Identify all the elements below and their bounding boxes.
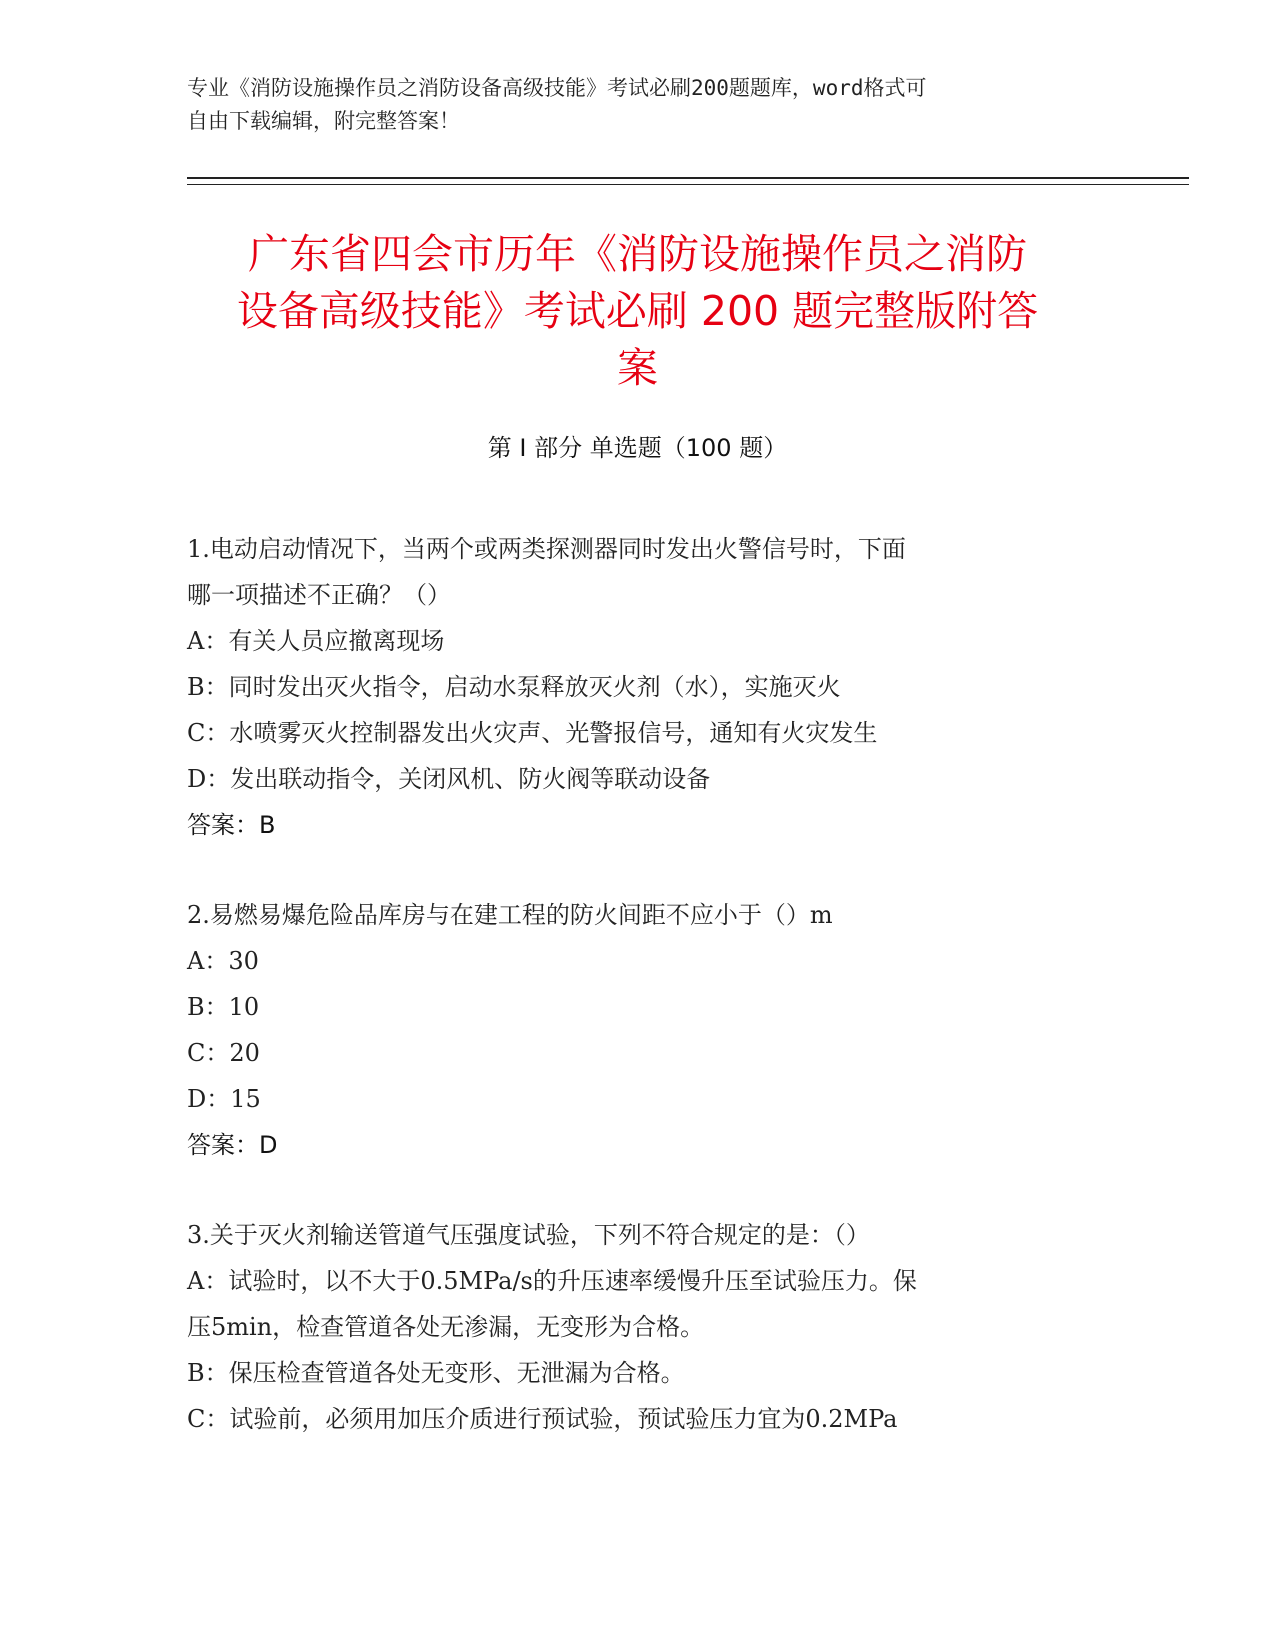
section-heading: 第 I 部分 单选题（100 题） bbox=[487, 434, 788, 462]
title-line: 设备高级技能》考试必刷 200 题完整版附答 bbox=[236, 287, 1039, 335]
header-note-line: 自由下载编辑，附完整答案！ bbox=[187, 109, 460, 133]
question-stem: 3.关于灭火剂输送管道气压强度试验，下列不符合规定的是：（） bbox=[187, 1221, 870, 1249]
option-a: A：30 bbox=[187, 947, 259, 975]
option-c: C：水喷雾灭火控制器发出火灾声、光警报信号，通知有火灾发生 bbox=[187, 719, 878, 747]
question-item bbox=[187, 1212, 1087, 1442]
title-line: 案 bbox=[617, 344, 658, 392]
option-d: D：发出联动指令，关闭风机、防火阀等联动设备 bbox=[187, 765, 711, 793]
option-c: C：20 bbox=[187, 1039, 260, 1067]
answer-label: 答案：B bbox=[187, 811, 276, 839]
option-b: B：10 bbox=[187, 993, 260, 1021]
option-a-continued: 压5min，检查管道各处无渗漏，无变形为合格。 bbox=[187, 1313, 705, 1341]
option-a: A：有关人员应撤离现场 bbox=[187, 627, 445, 655]
header-divider-thick bbox=[187, 177, 1189, 179]
option-c: C：试验前，必须用加压介质进行预试验，预试验压力宜为0.2MPa bbox=[187, 1405, 898, 1433]
question-item bbox=[187, 526, 1087, 848]
header-note-line: 专业《消防设施操作员之消防设备高级技能》考试必刷200题题库，word格式可 bbox=[187, 76, 927, 100]
question-list bbox=[187, 526, 1087, 1486]
answer-label: 答案：D bbox=[187, 1131, 278, 1159]
question-item bbox=[187, 892, 1087, 1168]
question-stem: 2.易燃易爆危险品库房与在建工程的防火间距不应小于（）m bbox=[187, 901, 833, 929]
option-d: D：15 bbox=[187, 1085, 261, 1113]
title-line: 广东省四会市历年《消防设施操作员之消防 bbox=[248, 230, 1027, 278]
option-b: B：保压检查管道各处无变形、无泄漏为合格。 bbox=[187, 1359, 685, 1387]
header-note bbox=[187, 72, 1087, 138]
option-b: B：同时发出灭火指令，启动水泵释放灭火剂（水），实施灭火 bbox=[187, 673, 841, 701]
document-title bbox=[150, 226, 1125, 397]
header-divider-thin bbox=[187, 184, 1189, 185]
question-stem: 1.电动启动情况下，当两个或两类探测器同时发出火警信号时，下面 bbox=[187, 535, 906, 563]
option-a: A：试验时，以不大于0.5MPa/s的升压速率缓慢升压至试验压力。保 bbox=[187, 1267, 917, 1295]
question-stem: 哪一项描述不正确？（） bbox=[187, 581, 451, 609]
